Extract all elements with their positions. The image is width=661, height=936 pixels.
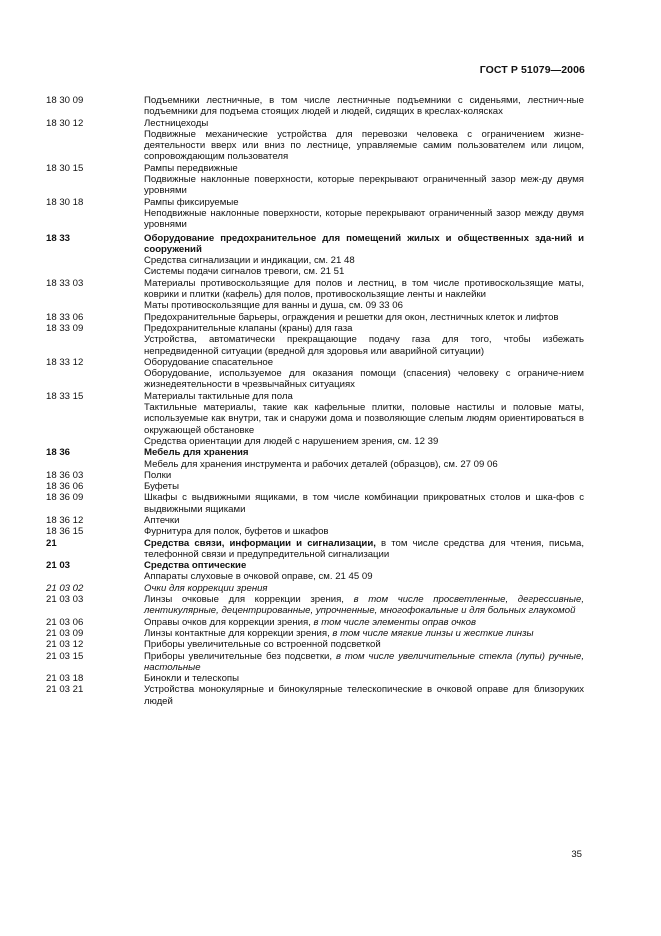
- row-text: Материалы противоскользящие для полов и лестниц, в том числе противоскользящие маты, коврики и плитки (кафель) для полов, противоскользящие ленты и наклейки: [144, 277, 584, 301]
- row-text: [144, 538, 584, 561]
- row-text: Средства оптические: [144, 560, 247, 572]
- row-text-fragment: в том числе увеличительные стекла (лупы) ручные, настольные: [144, 650, 584, 673]
- row-text-fragment: Приборы увеличительные без подсветки,: [144, 650, 336, 662]
- table-row: [46, 233, 584, 256]
- row-text: Тактильные материалы, такие как кафельные плитки, половые настилы и половые маты, используемые как внутри, так и снаружи дома и позволяющие слепым людям ориентироваться в окружающей обстановке: [144, 402, 584, 436]
- table-row: [46, 255, 584, 266]
- row-code: 18 33 06: [46, 311, 84, 323]
- table-row: [46, 492, 584, 515]
- row-text: Аппараты слуховые в очковой оправе, см. 21 45 09: [144, 571, 373, 583]
- row-text: Мебель для хранения инструмента и рабочих деталей (образцов), см. 27 09 06: [144, 458, 498, 470]
- table-row: [46, 526, 584, 537]
- row-text: Устройства монокулярные и бинокулярные телескопические в очковой оправе для близоруких людей: [144, 684, 584, 707]
- table-row: [46, 118, 584, 129]
- row-text: Буфеты: [144, 481, 179, 493]
- row-text: Аптечки: [144, 514, 180, 526]
- row-text: Оборудование предохранительное для помещений жилых и общественных зда-ний и сооружений: [144, 232, 584, 255]
- table-row: [46, 583, 584, 594]
- table-row: [46, 278, 584, 301]
- table-row: [46, 197, 584, 208]
- table-row: [46, 391, 584, 402]
- row-text-fragment: Средства связи, информации и сигнализации,: [144, 537, 376, 549]
- row-text: Оборудование спасательное: [144, 356, 274, 368]
- row-text-fragment: в том числе просветленные, дегрессивные, лентикулярные, децентрированные, упрочненные, многофокальные и для больных глаукомой: [144, 594, 584, 617]
- row-code: [46, 255, 144, 266]
- row-code: [46, 571, 144, 582]
- row-code: [46, 208, 144, 231]
- row-code: 18 36 09: [46, 492, 84, 504]
- table-row: [46, 538, 584, 561]
- table-row: [46, 368, 584, 391]
- table-row: [46, 571, 584, 582]
- table-row: [46, 673, 584, 684]
- row-text: Неподвижные наклонные поверхности, которые перекрывают ограниченный зазор между двумя уровнями: [144, 207, 584, 231]
- table-row: [46, 312, 584, 323]
- table-row: [46, 515, 584, 526]
- row-text-fragment: в том числе элементы оправ очков: [313, 616, 476, 628]
- row-code: 21 03 03: [46, 594, 84, 606]
- row-text: [144, 617, 584, 628]
- row-text: [144, 651, 584, 674]
- row-code: 18 33 09: [46, 322, 84, 334]
- row-text: Бинокли и телескопы: [144, 673, 240, 685]
- row-text: Мебель для хранения: [144, 447, 249, 459]
- row-text-fragment: в том числе средства для чтения, письма, телефонной связи и предупредительной сигнализации: [144, 537, 584, 560]
- row-code: [46, 174, 144, 197]
- row-code: 21 03 09: [46, 627, 84, 639]
- table-row: [46, 684, 584, 707]
- table-row: [46, 459, 584, 470]
- row-code: [46, 402, 144, 436]
- row-text: Фурнитура для полок, буфетов и шкафов: [144, 526, 329, 538]
- row-text: Подвижные наклонные поверхности, которые перекрывают ограниченный зазор меж-ду двумя уровнями: [144, 174, 584, 197]
- row-text-fragment: Оправы очков для коррекции зрения,: [144, 616, 314, 628]
- row-code: 18 36 06: [46, 481, 84, 493]
- row-text: Приборы увеличительные со встроенной подсветкой: [144, 639, 381, 651]
- row-code: 21 03: [46, 560, 71, 572]
- table-row: [46, 300, 584, 311]
- row-text-fragment: в том числе мягкие линзы и жесткие линзы: [332, 627, 534, 639]
- row-code: 21: [46, 537, 57, 549]
- row-text: Рампы фиксируемые: [144, 196, 239, 208]
- row-code: 18 36 12: [46, 514, 84, 526]
- row-code: 18 30 18: [46, 196, 84, 208]
- row-text: [144, 594, 584, 617]
- table-row: [46, 447, 584, 458]
- table-row: [46, 594, 584, 617]
- table-row: [46, 357, 584, 368]
- row-text: Предохранительные барьеры, ограждения и решетки для окон, лестничных клеток и лифтов: [144, 311, 559, 323]
- row-text-fragment: Линзы очковые для коррекции зрения,: [144, 594, 354, 606]
- row-code: [46, 129, 144, 163]
- row-text: Маты противоскользящие для ванны и душа, см. 09 33 06: [144, 300, 403, 312]
- row-text: Лестницеходы: [144, 117, 209, 129]
- row-code: 18 33: [46, 232, 71, 244]
- table-row: [46, 129, 584, 163]
- table-row: [46, 651, 584, 674]
- row-text: Рампы передвижные: [144, 162, 238, 174]
- table-row: [46, 470, 584, 481]
- row-code: 18 33 03: [46, 277, 84, 289]
- row-code: [46, 300, 144, 311]
- row-text: Подвижные механические устройства для перевозки человека с ограничением жизне-деятельности вверх или вниз по лестнице, управляемые самим пользователем или лицом, сопровождающим пользователя: [144, 128, 584, 163]
- row-text: Средства сигнализации и индикации, см. 21 48: [144, 255, 355, 267]
- row-text: Предохранительные клапаны (краны) для газа: [144, 322, 353, 334]
- row-code: 21 03 12: [46, 639, 84, 651]
- table-row: [46, 628, 584, 639]
- row-code: 18 33 15: [46, 390, 84, 402]
- row-text: Подъемники лестничные, в том числе лестничные подъемники с сиденьями, лестнич-ные подъемники для подъема стоящих людей и людей, сидящих в креслах-колясках: [144, 95, 584, 118]
- table-row: [46, 481, 584, 492]
- page-number: 35: [571, 849, 582, 860]
- row-code: 18 36 03: [46, 469, 84, 481]
- row-code: 18 36 15: [46, 526, 84, 538]
- document-header-standard-id: ГОСТ Р 51079—2006: [479, 64, 585, 76]
- table-row: [46, 560, 584, 571]
- row-text: Оборудование, используемое для оказания помощи (спасения) человеку с ограниче-нием жизнедеятельности в чрезвычайных ситуациях: [144, 368, 584, 391]
- row-text: Средства ориентации для людей с нарушением зрения, см. 12 39: [144, 435, 439, 447]
- table-row: [46, 323, 584, 334]
- row-code: 21 03 06: [46, 616, 84, 628]
- row-text: Шкафы с выдвижными ящиками, в том числе комбинации прикроватных столов и шка-фов с выдвижными ящиками: [144, 492, 584, 515]
- table-row: [46, 174, 584, 197]
- row-code: [46, 459, 144, 470]
- table-row: [46, 436, 584, 447]
- row-text: Полки: [144, 469, 172, 481]
- row-code: 18 30 15: [46, 162, 84, 174]
- row-code: 18 36: [46, 447, 71, 459]
- row-code: [46, 334, 144, 357]
- row-text: Очки для коррекции зрения: [144, 582, 268, 594]
- table-row: [46, 163, 584, 174]
- row-text: Устройства, автоматически прекращающие подачу газа для того, чтобы избежать непредвиденной ситуации (вредной для здоровья или аварийной ситуации): [144, 334, 584, 357]
- table-row: [46, 617, 584, 628]
- row-code: 21 03 02: [46, 582, 84, 594]
- row-code: [46, 436, 144, 447]
- row-code: [46, 368, 144, 391]
- row-code: 18 30 09: [46, 95, 84, 106]
- table-row: [46, 266, 584, 277]
- classification-table: [46, 95, 584, 707]
- row-code: 18 30 12: [46, 117, 84, 129]
- row-code: 18 33 12: [46, 356, 84, 368]
- row-text: Материалы тактильные для пола: [144, 390, 293, 402]
- table-row: [46, 208, 584, 231]
- row-text: [144, 628, 584, 639]
- row-code: [46, 266, 144, 277]
- table-row: [46, 402, 584, 436]
- row-code: 21 03 21: [46, 684, 84, 696]
- row-code: 21 03 15: [46, 650, 84, 662]
- table-row: [46, 95, 584, 118]
- row-text-fragment: Линзы контактные для коррекции зрения,: [144, 627, 333, 639]
- row-code: 21 03 18: [46, 673, 84, 685]
- row-text: Системы подачи сигналов тревоги, см. 21 51: [144, 266, 345, 278]
- table-row: [46, 639, 584, 650]
- table-row: [46, 334, 584, 357]
